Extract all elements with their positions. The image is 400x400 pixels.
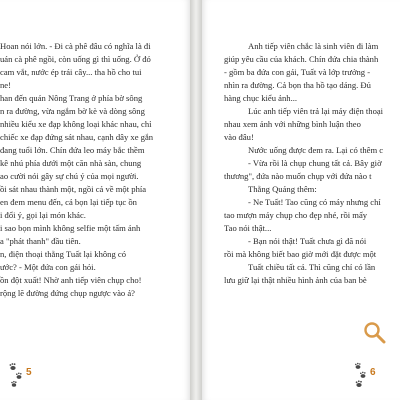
- text-line: han đến quán Nông Trang ở phía bờ sông: [0, 93, 143, 103]
- text-line: ồi sát nhau thành một, ngồi cả về một phía: [0, 184, 147, 194]
- text-line: n ra đường, vừa ngắm bờ kè và dòng sông: [0, 106, 145, 116]
- text-line: Hoan nói lớn. - Đi cà phê đâu có nghĩa là đi: [0, 41, 151, 51]
- text-line: i đổi ý, gọi lại món khác.: [0, 210, 86, 220]
- left-page: [0, 0, 190, 400]
- text-line: Thằng Quảng thêm:: [248, 184, 317, 194]
- text-line: rồi mà không biết bao giờ mới đặt được một: [224, 249, 377, 259]
- text-line: - Bạn nói thật! Tuất chưa gì đã nói: [248, 236, 367, 246]
- text-line: ao cười nói gây sự chú ý của mọi người.: [0, 171, 139, 181]
- text-line: - gồm ba đứa con gái, Tuất và lớp trưởng -: [224, 67, 371, 77]
- text-line: cam vắt, nước ép trái cây... tha hồ cho tui: [0, 67, 142, 77]
- text-line: Tuất chiều tất cả. Thì cũng chỉ có lần: [248, 262, 376, 272]
- text-line: Anh tiếp viên chắc là sinh viên đi làm: [248, 41, 379, 51]
- page-number: 5: [26, 367, 32, 378]
- text-line: hàng chục kiểu ảnh...: [224, 93, 298, 103]
- text-line: nhìn ra đường. Cả bọn tha hồ tạo dáng. Đủ: [224, 80, 371, 90]
- magnifying-glass-icon: [362, 320, 388, 346]
- page-number: 6: [370, 367, 376, 378]
- text-line: kê nhú phía dưới một căn nhà sàn, chung: [0, 158, 142, 168]
- paw-prints-icon: [8, 362, 26, 390]
- text-line: Nước uống được đem ra. Lại có thêm c: [248, 145, 384, 155]
- text-line: ước? - Một đứa con gái hỏi.: [0, 262, 96, 272]
- text-line: uán cà phê ngồi, còn uống gì thì uống. Ở đó: [0, 54, 151, 64]
- text-line: i sao bọn mình không selfie một tấm ảnh: [0, 223, 141, 233]
- text-line: giúp yêu cầu của khách. Chín đứa chia thành: [224, 54, 379, 64]
- paw-prints-icon: [352, 362, 370, 390]
- right-page: [202, 0, 400, 400]
- text-line: - Ne Tuất! Tao cũng có máy nhưng chỉ: [248, 197, 381, 207]
- text-line: - Vừa rồi là chụp chung tất cả. Bây giờ: [248, 158, 382, 168]
- text-line: vào đâu!: [224, 132, 254, 142]
- text-line: Tao nói thật...: [224, 223, 272, 233]
- right-page-text: [224, 40, 400, 287]
- text-line: nhiều kiểu xe đạp không loại khác nhau, chỉ: [0, 119, 152, 129]
- text-line: a "phát thanh" đầu tiên.: [0, 236, 81, 246]
- left-page-text: [0, 40, 178, 300]
- text-line: ồn đột xuất! Nhờ anh tiếp viên chụp cho!: [0, 275, 142, 285]
- text-line: tao mượn máy chụp cho đẹp nhé, rồi mấy: [224, 210, 368, 220]
- text-line: chiếc xe đạp đứng sát nhau, cạnh dây xe gắn: [0, 132, 154, 142]
- text-line: n, điện thoại thằng Tuất lại không có: [0, 249, 127, 259]
- text-line: ne!: [0, 80, 11, 90]
- book-gutter: [190, 0, 202, 400]
- text-line: thương", đứa nào muốn chụp với đứa nào t: [224, 171, 372, 181]
- text-line: lưu giữ lại thật nhiều hình ảnh của ban bè: [224, 275, 367, 285]
- text-line: rộng lẽ đường đứng chụp ngược vào ả?: [0, 288, 135, 298]
- text-line: en đem menu đến, cả bọn lại tiếp tục ồn: [0, 197, 137, 207]
- text-line: đang tuổi lớn. Chín đứa leo máy bắc thềm: [0, 145, 145, 155]
- text-line: Lúc anh tiếp viên trả lại máy điện thoại: [248, 106, 384, 116]
- text-line: nhau xem ảnh với những bình luận theo: [224, 119, 361, 129]
